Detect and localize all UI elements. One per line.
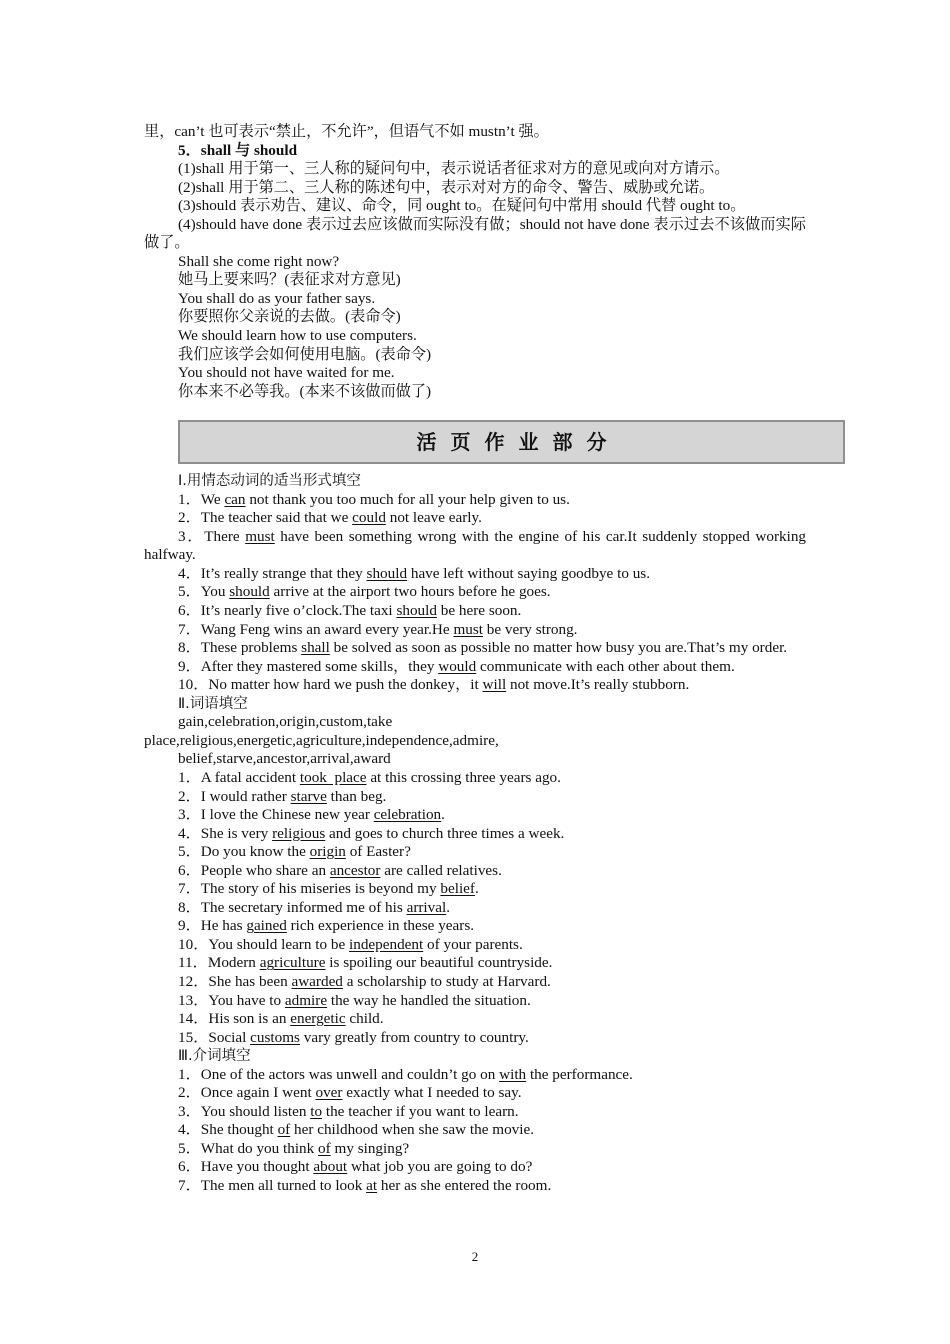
- item-text-before: No matter how hard we push the donkey，it: [208, 676, 483, 694]
- exercise-item: [144, 899, 806, 918]
- exercise-item: [144, 1066, 806, 1085]
- item-text-before: These problems: [200, 639, 302, 657]
- item-number: 3．: [178, 806, 201, 824]
- item-text-before: She thought: [200, 1121, 278, 1139]
- item-text-after: .: [441, 806, 445, 824]
- word-bank-line: place,religious,energetic,agriculture,independence,admire,: [144, 731, 499, 749]
- answer-blank: should: [229, 583, 270, 601]
- item-number: 9．: [178, 917, 201, 935]
- exercise-item: [144, 602, 806, 621]
- section3-list: [144, 1066, 806, 1196]
- answer-blank: origin: [309, 843, 346, 861]
- item-text-after: .: [446, 898, 451, 916]
- exercise-item: [144, 1029, 806, 1048]
- answer-blank: celebration: [373, 806, 442, 824]
- item-number: 2．: [178, 787, 201, 805]
- item-number: 11．: [178, 954, 208, 972]
- item-number: 10．: [178, 935, 209, 953]
- item-number: 3．: [178, 527, 205, 545]
- answer-blank: shall: [301, 639, 330, 657]
- item-text-after: of Easter?: [345, 843, 411, 861]
- section3-heading: Ⅲ.介词填空: [178, 1048, 251, 1065]
- exercise-item: [144, 565, 806, 584]
- item-number: 6．: [178, 1158, 201, 1176]
- item-text-after: vary greatly from country to country.: [299, 1028, 529, 1046]
- item-text-after: not leave early.: [385, 509, 482, 527]
- answer-blank: to: [310, 1102, 323, 1120]
- section1-heading: Ⅰ.用情态动词的适当形式填空: [178, 473, 361, 490]
- answer-blank: religious: [272, 824, 326, 842]
- answer-blank: gained: [246, 917, 287, 935]
- item-text-after: her childhood when she saw the movie.: [290, 1121, 535, 1139]
- item-text-before: We: [200, 490, 225, 508]
- item-text-after: arrive at the airport two hours before he goes.: [269, 583, 551, 601]
- item-text-before: Once again I went: [200, 1084, 316, 1102]
- item-number: 13．: [178, 991, 209, 1009]
- answer-blank: should: [396, 602, 437, 620]
- answer-blank: could: [352, 509, 386, 527]
- item-text-before: Modern: [207, 954, 260, 972]
- grammar-rule: (3)should 表示劝告、建议、命令，同 ought to。在疑问句中常用 should 代替 ought to。: [178, 197, 746, 215]
- grammar-heading: 5．shall 与 should: [178, 141, 298, 159]
- worksheet-banner: [178, 420, 845, 464]
- item-text-before: I love the Chinese new year: [200, 806, 374, 824]
- item-text-after: child.: [345, 1010, 384, 1028]
- item-number: 2．: [178, 1084, 201, 1102]
- item-number: 1．: [178, 1065, 201, 1083]
- exercise-item: [144, 936, 806, 955]
- answer-blank: can: [224, 490, 246, 508]
- item-number: 6．: [178, 602, 201, 620]
- example-translation: 我们应该学会如何使用电脑。(表命令): [178, 345, 432, 363]
- item-text-before: I would rather: [200, 787, 291, 805]
- item-number: 1．: [178, 490, 201, 508]
- exercise-item: [144, 1177, 806, 1196]
- answer-blank: took place: [299, 768, 367, 786]
- exercise-item: [144, 639, 806, 658]
- answer-blank: starve: [290, 787, 327, 805]
- answer-blank: at: [366, 1176, 378, 1194]
- item-text-before: Do you know the: [200, 843, 310, 861]
- item-text-before: You: [200, 583, 230, 601]
- item-text-after: of your parents.: [423, 935, 523, 953]
- word-bank-line: belief,starve,ancestor,arrival,award: [178, 750, 391, 768]
- item-number: 6．: [178, 861, 201, 879]
- grammar-rule: (4)should have done 表示过去应该做而实际没有做；should not have done 表示过去不该做而实际做了。: [144, 215, 806, 252]
- answer-blank: must: [245, 527, 275, 545]
- example-sentence: You should not have waited for me.: [178, 364, 395, 382]
- exercise-item: [144, 825, 806, 844]
- answer-blank: of: [318, 1139, 331, 1157]
- exercise-item: [144, 1158, 806, 1177]
- item-text-after: the teacher if you want to learn.: [322, 1102, 519, 1120]
- exercise-item: [144, 992, 806, 1011]
- item-text-before: The secretary informed me of his: [200, 898, 407, 916]
- answer-blank: belief: [440, 880, 475, 898]
- exercise-item: [144, 491, 806, 510]
- exercise-item: [144, 1010, 806, 1029]
- item-text-before: The men all turned to look: [200, 1176, 367, 1194]
- item-number: 9．: [178, 657, 201, 675]
- item-number: 5．: [178, 583, 201, 601]
- item-number: 4．: [178, 824, 201, 842]
- item-text-before: You should learn to be: [208, 935, 349, 953]
- item-number: 3．: [178, 1102, 201, 1120]
- item-number: 4．: [178, 1121, 201, 1139]
- answer-blank: independent: [349, 935, 424, 953]
- item-text-before: The teacher said that we: [200, 509, 353, 527]
- item-number: 10．: [178, 676, 209, 694]
- example-translation: 你要照你父亲说的去做。(表命令): [178, 308, 401, 326]
- item-number: 8．: [178, 898, 201, 916]
- item-text-before: It’s really strange that they: [200, 564, 367, 582]
- item-number: 15．: [178, 1028, 209, 1046]
- answer-blank: awarded: [291, 972, 343, 990]
- answer-blank: about: [313, 1158, 348, 1176]
- item-text-after: at this crossing three years ago.: [366, 768, 561, 786]
- item-number: 7．: [178, 620, 201, 638]
- item-number: 5．: [178, 843, 201, 861]
- exercise-item: [144, 509, 806, 528]
- exercise-item: [144, 621, 806, 640]
- item-text-after: is spoiling our beautiful countryside.: [325, 954, 553, 972]
- item-text-after: the way he handled the situation.: [327, 991, 531, 1009]
- section2-heading: Ⅱ.词语填空: [178, 695, 248, 712]
- exercise-item: [144, 1103, 806, 1122]
- document-page: [144, 123, 806, 1196]
- item-text-before: She has been: [208, 972, 292, 990]
- item-text-before: Wang Feng wins an award every year.He: [200, 620, 454, 638]
- exercise-item: [144, 788, 806, 807]
- item-text-after: rich experience in these years.: [286, 917, 475, 935]
- item-number: 5．: [178, 1139, 201, 1157]
- item-text-before: One of the actors was unwell and couldn’t go on: [200, 1065, 500, 1083]
- item-number: 4．: [178, 564, 201, 582]
- item-text-before: What do you think: [200, 1139, 319, 1157]
- item-number: 12．: [178, 972, 209, 990]
- item-text-after: not move.It’s really stubborn.: [506, 676, 690, 694]
- exercise-item: [144, 658, 806, 677]
- exercise-item: [144, 917, 806, 936]
- item-text-after: a scholarship to study at Harvard.: [342, 972, 551, 990]
- answer-blank: would: [438, 657, 477, 675]
- item-number: 1．: [178, 768, 201, 786]
- exercise-item: [144, 843, 806, 862]
- item-text-after: communicate with each other about them.: [476, 657, 735, 675]
- item-text-after: her as she entered the room.: [377, 1176, 552, 1194]
- example-sentence: Shall she come right now?: [178, 252, 340, 270]
- item-text-after: what job you are going to do?: [347, 1158, 533, 1176]
- exercise-item: [144, 1084, 806, 1103]
- item-text-after: have been something wrong with the engine of his car.It suddenly stopped working halfway.: [144, 527, 807, 564]
- banner-title: 活页作业部分: [416, 429, 621, 454]
- page-number: 2: [471, 1249, 479, 1264]
- answer-blank: ancestor: [329, 861, 381, 879]
- exercise-item: [144, 769, 806, 788]
- item-number: 7．: [178, 880, 201, 898]
- answer-blank: admire: [284, 991, 328, 1009]
- item-text-after: be here soon.: [436, 602, 522, 620]
- answer-blank: should: [366, 564, 408, 582]
- word-bank-line: gain,celebration,origin,custom,take: [178, 713, 393, 731]
- answer-blank: energetic: [290, 1010, 346, 1028]
- item-number: 7．: [178, 1176, 201, 1194]
- item-text-before: Have you thought: [200, 1158, 314, 1176]
- exercise-item: [144, 806, 806, 825]
- answer-blank: of: [277, 1121, 291, 1139]
- item-text-before: There: [204, 527, 246, 545]
- answer-blank: over: [315, 1084, 343, 1102]
- item-text-before: She is very: [200, 824, 273, 842]
- item-text-after: exactly what I needed to say.: [342, 1084, 522, 1102]
- item-text-after: and goes to church three times a week.: [325, 824, 565, 842]
- exercise-item: [144, 1121, 806, 1140]
- answer-blank: arrival: [406, 898, 447, 916]
- exercise-item: [144, 1140, 806, 1159]
- answer-blank: customs: [250, 1028, 300, 1046]
- item-text-before: You should listen: [200, 1102, 311, 1120]
- item-text-before: His son is an: [208, 1010, 291, 1028]
- exercise-item: [144, 880, 806, 899]
- item-text-before: It’s nearly five o’clock.The taxi: [200, 602, 397, 620]
- item-text-before: A fatal accident: [200, 768, 300, 786]
- section2-list: [144, 769, 806, 1047]
- item-text-before: The story of his miseries is beyond my: [200, 880, 441, 898]
- item-text-before: After they mastered some skills，they: [200, 657, 439, 675]
- item-text-after: the performance.: [526, 1065, 633, 1083]
- item-text-before: People who share an: [200, 861, 330, 879]
- item-text-after: than beg.: [326, 787, 387, 805]
- item-text-after: not thank you too much for all your help given to us.: [245, 490, 570, 508]
- exercise-item: [144, 676, 806, 695]
- item-text-before: Social: [208, 1028, 251, 1046]
- item-text-before: You have to: [208, 991, 285, 1009]
- exercise-item: [144, 973, 806, 992]
- continued-line: 里，can’t 也可表示“禁止，不允许”，但语气不如 mustn’t 强。: [144, 123, 549, 140]
- item-number: 2．: [178, 509, 201, 527]
- answer-blank: must: [453, 620, 483, 638]
- item-text-after: be solved as soon as possible no matter how busy you are.That’s my order.: [329, 639, 788, 657]
- item-text-after: .: [474, 880, 479, 898]
- exercise-item: [144, 862, 806, 881]
- exercise-item: [144, 954, 806, 973]
- example-translation: 你本来不必等我。(本来不该做而做了): [178, 382, 432, 400]
- answer-blank: agriculture: [259, 954, 326, 972]
- example-sentence: You shall do as your father says.: [178, 289, 376, 307]
- item-text-before: He has: [200, 917, 247, 935]
- answer-blank: will: [482, 676, 507, 694]
- item-text-after: have left without saying goodbye to us.: [407, 564, 651, 582]
- item-number: 8．: [178, 639, 201, 657]
- example-sentence: We should learn how to use computers.: [178, 327, 417, 345]
- exercise-item: [144, 528, 806, 565]
- example-translation: 她马上要来吗？(表征求对方意见): [178, 271, 401, 289]
- grammar-rule: (2)shall 用于第二、三人称的陈述句中，表示对对方的命令、警告、威胁或允诺。: [178, 178, 715, 196]
- exercise-item: [144, 583, 806, 602]
- item-number: 14．: [178, 1010, 209, 1028]
- item-text-after: my singing?: [330, 1139, 410, 1157]
- grammar-rule: (1)shall 用于第一、三人称的疑问句中，表示说话者征求对方的意见或向对方请示。: [178, 160, 730, 178]
- answer-blank: with: [499, 1065, 527, 1083]
- item-text-after: are called relatives.: [380, 861, 502, 879]
- item-text-after: be very strong.: [482, 620, 578, 638]
- section1-list: [144, 491, 806, 695]
